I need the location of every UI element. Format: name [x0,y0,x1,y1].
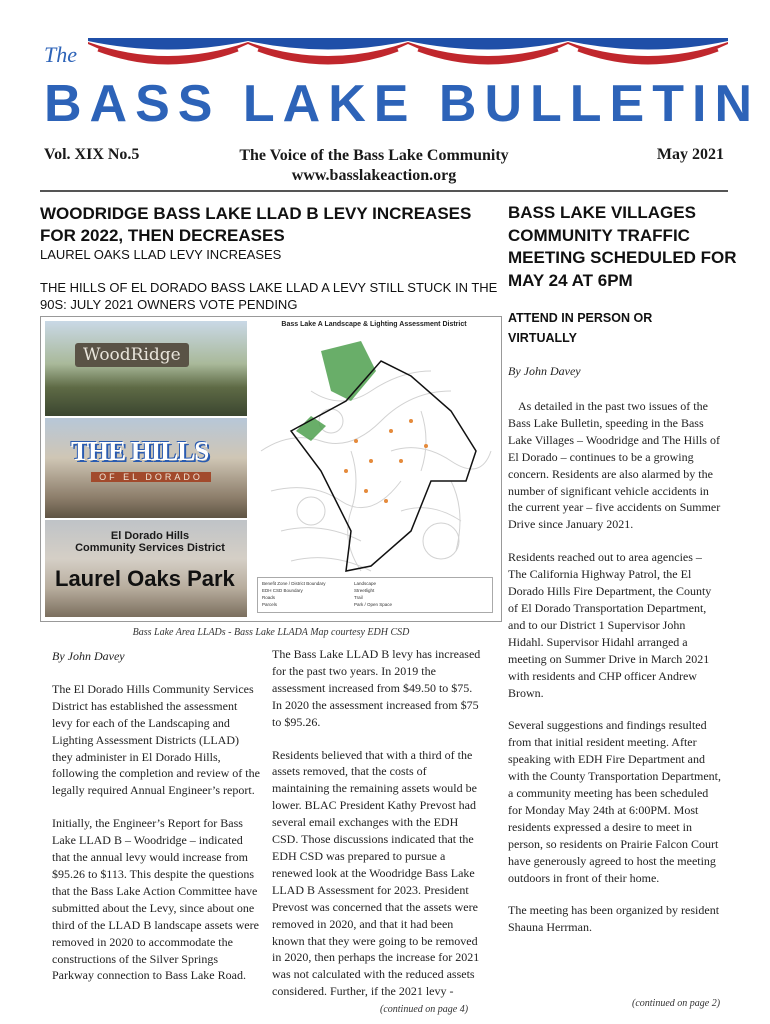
right-paragraph: Several suggestions and findings resulted from that initial resident meeting. After speaking with EDH Fire Department and with the County Transportation Department, a community meeting has been scheduled for Monday May 24th at 6:00PM. Most residents expressed a desire to meet in person, so residents on Prairie Falcon Court have generously agreed to host the meeting outdoors in front of their home. [508,718,721,885]
masthead-divider [40,190,728,192]
legend-item-park: Park / Open Space [354,602,393,607]
laurel-oaks-sign-agency [75,530,225,554]
right-subhead: ATTEND IN PERSON OR VIRTUALLY [508,311,653,345]
lead-subhead-laurel-oaks: LAUREL OAKS LLAD LEVY INCREASES [40,247,282,262]
figure-caption: Bass Lake Area LLADs - Bass Lake LLADA Map courtesy EDH CSD [132,627,410,638]
issue-website: www.basslakeaction.org [291,167,457,184]
laurel-oaks-sign-photo [45,520,247,617]
right-paragraph: As detailed in the past two issues of the Bass Lake Bulletin, speeding in the Bass Lake Villages – Woodridge and The Hills of El Dorado – continues to be a growing concern. Residents are also alarmed by the number of significant vehicle accidents in the current year – five accidents on Summer Drive since January 2021. [508,399,721,532]
lead-col-a-paragraph: Initially, the Engineer’s Report for Bass Lake LLAD B – Woodridge – indicated that the annual levy would increase from $95.26 to $113. This despite the questions that the Bass Lake Action Committee have submitted about the Levy, since about one third of the LLAD B landscape assets were removed in 2020 to accommodate the constructions of the Silver Springs Parkway connection to Bass Lake Road. [52,816,259,983]
issue-volume: Vol. XIX No.5 [44,146,140,163]
map-title: Bass Lake A Landscape & Lighting Assessment District [281,321,467,328]
laurel-oaks-sign-name: Laurel Oaks Park [55,566,235,591]
legend-item-streetlight: Streetlight [354,588,375,593]
lead-figure [40,316,502,622]
legend-item-csd: EDH CSD Boundary [262,588,303,593]
legend-item-landscape: Landscape [354,581,377,586]
laurel-oaks-sign-line1: El Dorado Hills [110,530,190,542]
woodridge-sign-photo [45,321,247,416]
district-map [251,321,497,617]
map-legend [257,577,493,613]
lead-column-a [52,648,260,1000]
lead-headline: WOODRIDGE BASS LAKE LLAD B LEVY INCREASES FOR 2022, THEN DECREASES [40,204,472,245]
legend-item-parcels: Parcels [262,602,278,607]
issue-tagline-block [194,146,554,186]
masthead-the: The [44,42,77,67]
right-byline: By John Davey [508,364,581,378]
right-paragraph: The meeting has been organized by resident Shauna Herrman. [508,903,720,935]
woodridge-sign-text: WoodRidge [75,343,189,367]
issue-info-row [44,146,724,186]
issue-tagline: The Voice of the Bass Lake Community [239,147,509,164]
legend-item-trail: Trail [354,595,363,600]
lead-column-b [272,646,484,1016]
right-headline: BASS LAKE VILLAGES COMMUNITY TRAFFIC MEETING SCHEDULED FOR MAY 24 AT 6PM [508,203,737,290]
lead-col-b-paragraph: Residents believed that with a third of the assets removed, that the costs of maintaining the remaining assets would be lower. BLAC President Kathy Prevost had several email exchanges with the EDH CSD. Those discussions indicated that the EDH CSD was prepared to pursue a renewed look at the Woodridge Bass Lake LLAD B Assessment for 2023. President Prevost was concerned that the assets were removed in 2020, and that it had been known that they were going to be removed in 2020, then perhaps the increase for 2021 was not calculated with the reduced assets considered. Further, if the 2021 levy - [272,747,480,999]
sign-photos [45,321,247,617]
legend-item-boundary: Benefit Zone / District Boundary [262,581,326,586]
laurel-oaks-sign-line2: Community Services District [75,542,225,554]
lead-continued-note: (continued on page 4) [380,1004,469,1015]
lead-col-b-paragraph: The Bass Lake LLAD B levy has increased for the past two years. In 2019 the assessment increased from $49.50 to $75. In 2020 the assessment increased from $75 to $95.26. [272,647,481,729]
lead-byline: By John Davey [52,649,125,663]
right-continued-note: (continued on page 2) [632,998,721,1009]
issue-date: May 2021 [656,146,724,163]
lead-subhead-the-hills: THE HILLS OF EL DORADO BASS LAKE LLAD A LEVY STILL STUCK IN THE 90S: JULY 2021 OWNERS VOTE PENDING [40,280,498,312]
the-hills-sign-subtext: OF EL DORADO [91,472,211,482]
legend-item-roads: Roads [262,595,276,600]
right-column [508,398,722,952]
the-hills-sign-text: THE HILLS [71,436,209,466]
map-drawing [251,331,497,587]
lead-col-a-paragraph: The El Dorado Hills Community Services District has established the assessment levy for each of the Landscaping and Lighting Assessment Districts (LLAD) they administer in El Dorado Hills, following the completion and review of the legally required Annual Engineer’s report. [52,681,260,798]
the-hills-sign-photo [45,418,247,518]
right-paragraph: Residents reached out to area agencies – The California Highway Patrol, the El Dorado Hills Fire Department, the County of El Dorado Transportation Department, and to our District 1 Supervisor John Hidahl. Supervisor Hidahl arranged a meeting on Summer Drive in March 2021 with residents and CHP officer Andrew Brown. [508,550,712,700]
masthead-title: BASS LAKE BULLETIN [44,75,760,133]
